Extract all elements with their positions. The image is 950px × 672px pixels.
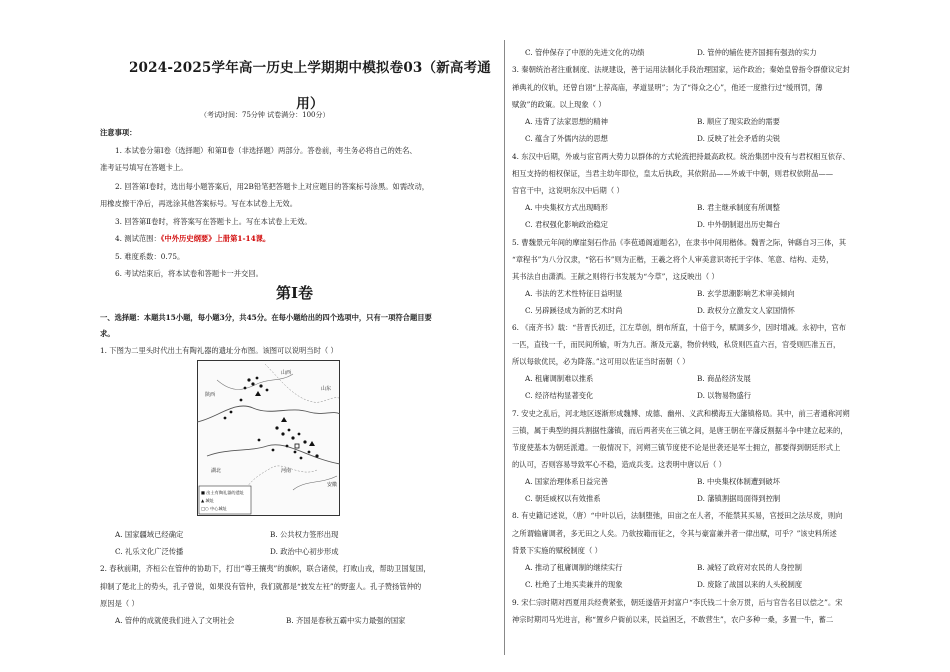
q5-option-c: C. 另辟蹊径成为新的艺术时尚 [525,306,623,315]
map-label-shaanxi: 陕西 [205,392,216,398]
map-label-shandong: 山东 [321,386,332,392]
map-label-shanxi: 山西 [281,370,292,376]
q2-option-a: A. 管仲的成就使我们进入了文明社会 [115,616,235,625]
q1-option-d: D. 政治中心初步形成 [270,547,339,556]
site-dot [259,384,262,387]
q3-option-a: A. 违背了法家思想的精神 [525,117,608,126]
q6-option-c: C. 经济结构显著变化 [525,391,594,400]
q7-option-d: D. 藩镇割据局面得到控制 [697,494,781,503]
q4-line-3: 官官干中，这说明东汉中后期（ ） [512,186,624,195]
title-line-2: 用） [296,96,324,112]
q6-line-1: 6. 《南齐书》载：“昔晋氏初迁，江左草创，绢布所直，十倍于今，赋调多少，因时增减。永初中，官布 [512,323,847,332]
site-dot [240,399,243,402]
q4-option-c: C. 君权强化影响政治稳定 [525,220,608,229]
q1-option-c: C. 礼乐文化广泛传播 [115,547,184,556]
notice-5: 5. 难度系数：0.75。 [115,252,185,261]
site-dot [281,432,284,435]
q6-option-a: A. 租庸调制难以推系 [525,374,594,383]
question-1: 1. 下图为二里头时代出土有陶礼器的遗址分布图。该图可以说明当时（ ） [100,346,338,355]
q9-line-2: 神宗时期司马光进言，称“置乡户衙前以来，民益困乏，不敢营生”，农户多种一桑，多置一牛，蓄二 [512,615,834,624]
q7-line-3: 节度使基本为朝廷派遣。一般情况下，河朔三镇节度使不论是世袭还是军士拥立，都要得到朝廷形式上 [512,443,841,452]
site-dot [275,426,278,429]
section-title: 第Ⅰ卷 [276,284,314,302]
q5-option-d: D. 政权分立激发文人家国情怀 [697,306,795,315]
notice-4-range: 《中外历史纲要》上册第1-14课。 [160,234,271,243]
q5-line-3: 其书法自由潇洒。王献之则将行书发展为“今草”，这反映出（ ） [512,272,719,281]
q6-option-b: B. 商品经济发展 [697,374,751,383]
site-dot [288,429,291,432]
q6-line-3: 所以每欲优民，必为降落。”这可用以佐证当时南朝（ ） [512,357,690,366]
q8-line-2: 之所谓输庸调者，多无田之人矣。乃欲按籍而征之，令其与豪富兼并者一律出赋，可乎？”该史料所述 [512,529,837,538]
notice-4 [115,233,270,246]
q5-line-1: 5. 曹魏景元年间的摩崖刻石作品《李苞通阁道题名》，在隶书中间用楷体。魏晋之际，钟繇自习三体，其 [512,238,846,247]
site-dot [294,451,297,454]
column-divider [504,40,505,655]
q2-line-2: 抑制了楚北上的势头，孔子曾说，如果没有管仲，我们就都是“披发左衽”的野蛮人。孔子赞扬管仲的 [100,582,422,591]
q2-option-c: C. 管仲保存了中原的先进文化的功绩 [525,48,645,57]
site-dot [256,377,259,380]
q3-line-3: 赋敛”的政策。以上现象（ ） [512,100,606,109]
site-dot [315,454,318,457]
q4-line-1: 4. 东汉中后期，外戚与宦官两大势力以群体的方式轮流把持最高政权。统治集团中没有与君权相互依存、 [512,152,850,161]
q3-option-b: B. 顺应了现实政治的需要 [697,117,780,126]
section-intro-2: 求。 [100,329,115,338]
q4-line-2: 相互支持的相权保证，当君主幼年即位，皇太后执政，其依附品——外戚干中朝，则君权依附品—— [512,169,834,178]
legend-city: ▲ 城址 [201,498,214,503]
legend-site: ■ 出土有陶礼器的遗址 [201,490,244,495]
site-dot [251,382,254,385]
map-label-anhui: 安徽 [327,482,338,488]
notice-1b: 准考证号填写在答题卡上。 [100,163,188,172]
exam-meta: （考试时间：75分钟 试卷满分：100分） [200,111,330,119]
q9-line-1: 9. 宋仁宗时期对西夏用兵经费紧张，朝廷遂借开封富户“李氏钱二十余万贯，后与官告名目以偿之”。宋 [512,598,843,607]
q3-option-c: C. 蕴含了外儒内法的思想 [525,134,608,143]
notice-2a: 2. 回答第Ⅰ卷时，选出每小题答案后，用2B铅笔把答题卡上对应题目的答案标号涂黑。如需改动， [115,182,430,191]
q2-option-b: B. 齐国是春秋五霸中实力最强的国家 [286,616,406,625]
q5-line-2: “章程书”为八分汉隶，“铭石书”则为正楷，王羲之将个人审美意识寄托于字体、笔意、结构、走势， [512,255,834,264]
notice-4-prefix: 4. 测试范围： [115,234,161,243]
q7-line-2: 三镇，属于典型的拥兵割据性藩镇，而后两者夹在三镇之间，是唐王朝在平藩反割据斗争中建立起来的， [512,426,848,435]
legend-central-city: □○ 中心城址 [201,506,227,511]
q1-option-a: A. 国家疆域已经确定 [115,530,184,539]
q4-option-b: B. 君主继承制度有所调整 [697,203,780,212]
q7-line-1: 7. 安史之乱后，河北地区逐渐形成魏博、成德、幽州、义武和横海五大藩镇格局。其中，前三者通称河朔 [512,409,850,418]
site-dot [308,451,311,454]
q4-option-a: A. 中央集权方式出现畸形 [525,203,608,212]
q8-option-a: A. 推动了租庸调制的继续实行 [525,563,623,572]
q7-option-b: B. 中央集权体制遭到破坏 [697,477,780,486]
q3-line-2: 禅典礼的仪轨，还曾自诩“上荐高庙，孝道显明”；为了“得众之心”，他还一度推行过“缓刑罚，薄 [512,83,823,92]
notice-3: 3. 回答第Ⅱ卷时，将答案写在答题卡上。写在本试卷上无效。 [115,217,312,226]
q7-option-c: C. 朝廷威权以有效推系 [525,494,601,503]
notice-6: 6. 考试结束后，将本试卷和答题卡一并交回。 [115,269,263,278]
q8-line-3: 背景下实施的赋税制度（ ） [512,546,602,555]
q5-option-a: A. 书法的艺术性特征日益明显 [525,289,623,298]
q6-line-2: 一匹，直钱一千，而民间所输，听为九百。渐及元嘉，物价转贱，私货则匹直六百，官受则匹准五百， [512,340,841,349]
notice-1a: 1. 本试卷分第Ⅰ卷（选择题）和第Ⅱ卷（非选择题）两部分。答卷前，考生务必将自己的姓名、 [115,146,417,155]
notice-2b: 用橡皮擦干净后，再选涂其他答案标号。写在本试卷上无效。 [100,199,298,208]
q3-option-d: D. 反映了社会矛盾的尖锐 [697,134,781,143]
map-label-henan: 河南 [281,468,292,474]
q3-line-1: 3. 秦朝统治者注重制度、法规建设，善于运用法制化手段治理国家，运作政治；秦始皇曾指令群僚议定封 [512,65,850,74]
site-dot [244,387,247,390]
q7-line-4: 的认可，否则容易导致军心不稳，造成兵变。这表明中唐以后（ ） [512,460,726,469]
title-line-1: 2024-2025学年高一历史上学期期中模拟卷03（新高考通 [128,60,492,76]
site-dot [266,389,269,392]
section-intro-1: 一、选择题：本题共15小题，每小题3分，共45分。在每小题给出的四个选项中，只有一项符合题目要 [100,313,432,322]
notice-heading: 注意事项： [100,128,137,137]
site-dot [291,436,294,439]
q2-line-3: 原因是（ ） [100,599,139,608]
archaeology-map [197,360,340,516]
site-dot [230,411,233,414]
site-dot [286,445,289,448]
site-dot [224,417,227,420]
site-dot [303,440,306,443]
q8-option-c: C. 杜绝了土地买卖兼并的现象 [525,580,623,589]
q8-option-b: B. 减轻了政府对农民的人身控制 [697,563,802,572]
q1-option-b: B. 公共权力签形出现 [270,530,339,539]
site-dot [247,378,250,381]
q6-option-d: D. 以物易物盛行 [697,391,752,400]
q2-option-d: D. 管仲的辅佐使齐国拥有强劲的实力 [697,48,817,57]
site-dot [272,449,275,452]
site-dot [258,439,261,442]
site-dot [300,457,303,460]
q8-line-1: 8. 有史籍记述说，（唐）“中叶以后，法制堕弛，田亩之在人者，不能禁其买易，官授田之法尽废，则向 [512,511,843,520]
map-label-hubei: 湖北 [211,468,222,474]
q4-option-d: D. 中外朝制退出历史舞台 [697,220,781,229]
q7-option-a: A. 国家治理体系日益完善 [525,477,608,486]
site-dot [298,433,301,436]
label-bg [207,382,215,392]
q5-option-b: B. 玄学思潮影响艺术审美倾向 [697,289,795,298]
q8-option-d: D. 废除了战国以来的人头税制度 [697,580,803,589]
q2-line-1: 2. 春秋前期，齐桓公在管仲的协助下，打出“尊王攘夷”的旗帜，联合诸侯，打败山戎，帮助卫国复国， [100,564,431,573]
